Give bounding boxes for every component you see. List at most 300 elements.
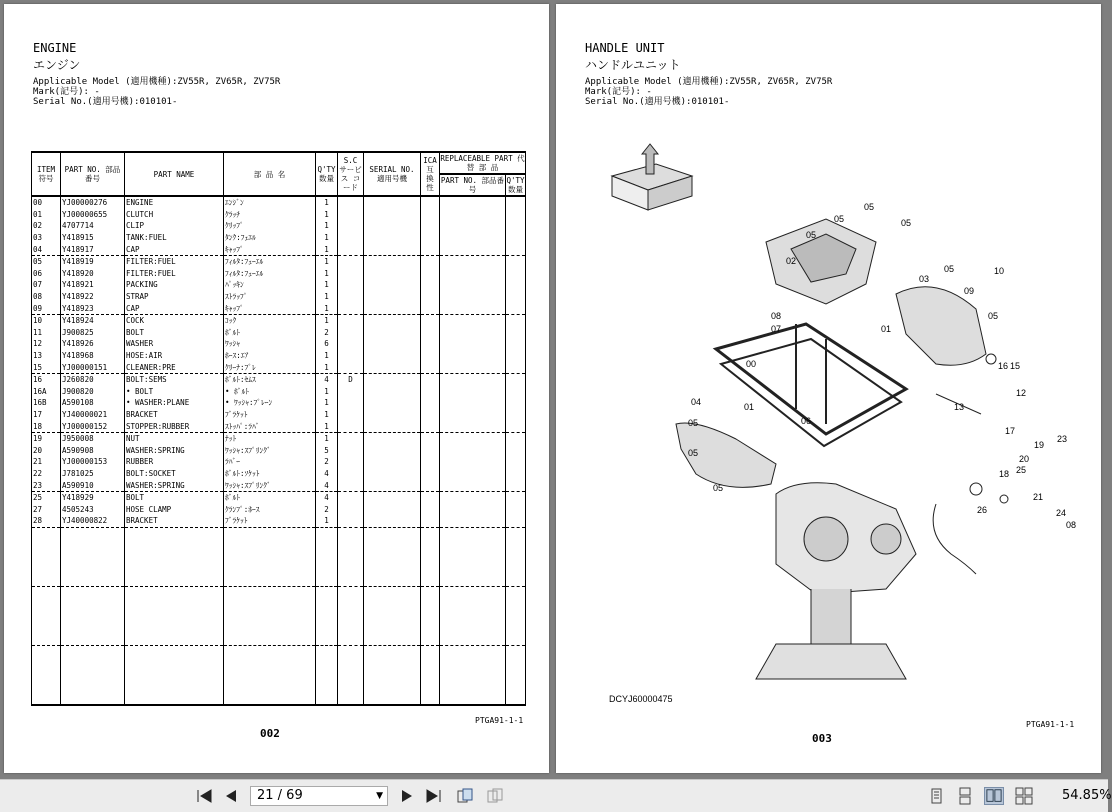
part-no-cell: 4505243 xyxy=(61,503,125,515)
table-row xyxy=(32,409,526,421)
qty-cell: 1 xyxy=(316,279,338,291)
serial-cell xyxy=(364,338,421,350)
rep-part-no-cell xyxy=(440,327,506,339)
page-selector[interactable] xyxy=(250,786,388,806)
rep-part-no-cell xyxy=(440,491,506,503)
callout-label: 00 xyxy=(746,359,757,369)
callout-label: 20 xyxy=(1019,454,1030,464)
empty-cell xyxy=(125,586,224,645)
item-cell: 07 xyxy=(32,279,61,291)
part-name-cell: BOLT xyxy=(125,491,224,503)
empty-cell xyxy=(440,586,506,645)
empty-cell xyxy=(364,645,421,705)
qty-cell: 1 xyxy=(316,268,338,280)
table-row xyxy=(32,243,526,255)
jp-name-cell: ｸﾘｯﾌﾟ xyxy=(224,220,316,232)
col-rep-qty: Q'TY 数量 xyxy=(506,176,525,194)
table-row xyxy=(32,468,526,480)
table-row xyxy=(32,515,526,527)
col-serial: SERIAL NO. 適用号機 xyxy=(364,152,421,196)
first-page-icon[interactable] xyxy=(195,788,213,804)
serial-cell xyxy=(364,291,421,303)
page-title-en: HANDLE UNIT xyxy=(585,41,665,55)
serial-cell xyxy=(364,232,421,244)
sc-cell: D xyxy=(338,373,364,385)
part-no-cell: J950008 xyxy=(61,432,125,444)
ica-cell xyxy=(421,268,440,280)
jp-name-cell: ﾎﾞﾙﾄ:ｿｹｯﾄ xyxy=(224,468,316,480)
callout-label: 01 xyxy=(744,402,755,412)
ica-cell xyxy=(421,220,440,232)
part-no-cell: Y418921 xyxy=(61,279,125,291)
left-page xyxy=(4,4,549,773)
jp-name-cell: ﾊﾟｯｷﾝ xyxy=(224,279,316,291)
table-row xyxy=(32,327,526,339)
part-no-cell: A590908 xyxy=(61,444,125,456)
rep-qty-cell xyxy=(506,338,526,350)
col-replaceable: REPLACEABLE PART 代 替 部 品 xyxy=(440,154,525,172)
ica-cell xyxy=(421,444,440,456)
empty-cell xyxy=(224,527,316,586)
serial-cell xyxy=(364,314,421,326)
jp-name-cell: ﾜｯｼｬ:ｽﾌﾟﾘﾝｸﾞ xyxy=(224,444,316,456)
rep-part-no-cell xyxy=(440,397,506,409)
meta-block xyxy=(585,77,832,107)
rep-qty-cell xyxy=(506,409,526,421)
part-name-cell: ENGINE xyxy=(125,196,224,209)
item-cell: 02 xyxy=(32,220,61,232)
engine-assembly-part xyxy=(756,483,916,679)
copy-icon[interactable] xyxy=(486,788,504,804)
ica-cell xyxy=(421,420,440,432)
empty-cell xyxy=(224,586,316,645)
qty-cell: 4 xyxy=(316,479,338,491)
table-row xyxy=(32,432,526,444)
item-cell: 13 xyxy=(32,350,61,362)
serial-cell xyxy=(364,503,421,515)
part-no-cell: Y418924 xyxy=(61,314,125,326)
table-row xyxy=(32,338,526,350)
callout-label: 16 xyxy=(998,361,1009,371)
table-row xyxy=(32,196,526,209)
viewer-toolbar xyxy=(0,779,1112,812)
qty-cell: 1 xyxy=(316,302,338,314)
ica-cell xyxy=(421,515,440,527)
rep-qty-cell xyxy=(506,444,526,456)
ica-cell xyxy=(421,468,440,480)
page-number: 003 xyxy=(812,732,832,745)
qty-cell: 1 xyxy=(316,196,338,209)
item-cell: 00 xyxy=(32,196,61,209)
callout-label: 05 xyxy=(806,230,817,240)
rotate-icon[interactable] xyxy=(456,788,474,804)
rep-qty-cell xyxy=(506,350,526,362)
qty-cell: 1 xyxy=(316,361,338,373)
washer-part xyxy=(986,354,996,364)
rep-qty-cell xyxy=(506,302,526,314)
table-row xyxy=(32,255,526,267)
item-cell: 20 xyxy=(32,444,61,456)
part-no-cell: YJ00000152 xyxy=(61,420,125,432)
qty-cell: 4 xyxy=(316,491,338,503)
sc-cell xyxy=(338,232,364,244)
rep-qty-cell xyxy=(506,279,526,291)
empty-cell xyxy=(224,645,316,705)
rep-part-no-cell xyxy=(440,232,506,244)
parts-table xyxy=(31,151,526,706)
last-page-icon[interactable] xyxy=(425,788,443,804)
callout-label: 26 xyxy=(977,505,988,515)
rep-part-no-cell xyxy=(440,220,506,232)
sc-cell xyxy=(338,386,364,398)
ica-cell xyxy=(421,255,440,267)
callout-label: 15 xyxy=(1010,361,1021,371)
page-title-jp: エンジン xyxy=(33,58,81,72)
empty-cell xyxy=(364,586,421,645)
callout-label: 06 xyxy=(801,416,812,426)
serial-cell xyxy=(364,279,421,291)
empty-cell xyxy=(61,527,125,586)
qty-cell: 1 xyxy=(316,515,338,527)
serial-cell xyxy=(364,220,421,232)
callout-label: 07 xyxy=(771,324,782,334)
jp-name-cell: ｽﾄﾗｯﾌﾟ xyxy=(224,291,316,303)
item-cell: 19 xyxy=(32,432,61,444)
part-no-cell: YJ00000655 xyxy=(61,209,125,221)
col-item: ITEM 符号 xyxy=(32,152,61,196)
rep-qty-cell xyxy=(506,503,526,515)
meta-serial: Serial No.(適用号機):010101- xyxy=(33,97,178,107)
empty-cell xyxy=(421,586,440,645)
jp-name-cell: ﾎﾞﾙﾄ xyxy=(224,491,316,503)
rep-part-no-cell xyxy=(440,350,506,362)
part-name-cell: WASHER:SPRING xyxy=(125,444,224,456)
serial-cell xyxy=(364,444,421,456)
rep-qty-cell xyxy=(506,196,526,209)
part-name-cell: TANK:FUEL xyxy=(125,232,224,244)
rep-qty-cell xyxy=(506,373,526,385)
part-no-cell: YJ00000276 xyxy=(61,196,125,209)
jp-name-cell: • ﾜｯｼｬ:ﾌﾟﾚｰﾝ xyxy=(224,397,316,409)
empty-cell xyxy=(61,586,125,645)
rep-qty-cell xyxy=(506,232,526,244)
part-no-cell: YJ00000151 xyxy=(61,361,125,373)
rep-qty-cell xyxy=(506,209,526,221)
col-jp-name: 部 品 名 xyxy=(224,152,316,196)
part-name-cell: STRAP xyxy=(125,291,224,303)
next-page-icon[interactable] xyxy=(398,788,416,804)
serial-cell xyxy=(364,515,421,527)
part-name-cell: • WASHER:PLANE xyxy=(125,397,224,409)
item-cell: 22 xyxy=(32,468,61,480)
rep-qty-cell xyxy=(506,420,526,432)
ica-cell xyxy=(421,409,440,421)
rep-qty-cell xyxy=(506,432,526,444)
page-title-jp: ハンドルユニット xyxy=(585,58,681,72)
rep-part-no-cell xyxy=(440,479,506,491)
ica-cell xyxy=(421,361,440,373)
serial-cell xyxy=(364,468,421,480)
empty-cell xyxy=(61,645,125,705)
empty-cell xyxy=(506,527,526,586)
part-name-cell: CAP xyxy=(125,243,224,255)
serial-cell xyxy=(364,350,421,362)
empty-cell xyxy=(316,527,338,586)
ica-cell xyxy=(421,314,440,326)
nut-part xyxy=(1000,495,1008,503)
item-cell: 15 xyxy=(32,361,61,373)
rep-part-no-cell xyxy=(440,338,506,350)
serial-cell xyxy=(364,255,421,267)
throttle-cable-part xyxy=(933,504,976,574)
ica-cell xyxy=(421,232,440,244)
serial-cell xyxy=(364,420,421,432)
rep-qty-cell xyxy=(506,327,526,339)
part-no-cell: J781025 xyxy=(61,468,125,480)
table-row xyxy=(32,479,526,491)
qty-cell: 2 xyxy=(316,503,338,515)
rep-part-no-cell xyxy=(440,468,506,480)
jp-name-cell: ﾜｯｼｬ:ｽﾌﾟﾘﾝｸﾞ xyxy=(224,479,316,491)
table-row xyxy=(32,373,526,385)
callout-label: 05 xyxy=(713,483,724,493)
callout-label: 05 xyxy=(901,218,912,228)
rep-part-no-cell xyxy=(440,432,506,444)
callout-label: 01 xyxy=(881,324,892,334)
item-cell: 12 xyxy=(32,338,61,350)
rep-part-no-cell xyxy=(440,373,506,385)
item-cell: 05 xyxy=(32,255,61,267)
qty-cell: 2 xyxy=(316,456,338,468)
part-name-cell: PACKING xyxy=(125,279,224,291)
bracket-part xyxy=(970,483,982,495)
empty-cell xyxy=(125,527,224,586)
part-name-cell: STOPPER:RUBBER xyxy=(125,420,224,432)
rep-part-no-cell xyxy=(440,314,506,326)
ica-cell xyxy=(421,302,440,314)
jp-name-cell: ﾌﾞﾗｹｯﾄ xyxy=(224,409,316,421)
callout-label: 19 xyxy=(1034,440,1045,450)
serial-cell xyxy=(364,209,421,221)
part-name-cell: WASHER xyxy=(125,338,224,350)
right-page xyxy=(556,4,1101,773)
sc-cell xyxy=(338,220,364,232)
jp-name-cell: ｸﾘｰﾅ:ﾌﾟﾚ xyxy=(224,361,316,373)
qty-cell: 1 xyxy=(316,255,338,267)
two-page-continuous-icon[interactable] xyxy=(1014,787,1034,805)
jp-name-cell: ﾎﾞﾙﾄ xyxy=(224,327,316,339)
rep-qty-cell xyxy=(506,361,526,373)
item-cell: 10 xyxy=(32,314,61,326)
previous-page-icon[interactable] xyxy=(222,788,240,804)
zoom-level[interactable]: 54.85% xyxy=(1062,788,1112,803)
rep-qty-cell xyxy=(506,479,526,491)
part-name-cell: BOLT xyxy=(125,327,224,339)
side-guard-right-part xyxy=(896,287,986,366)
rep-part-no-cell xyxy=(440,302,506,314)
sc-cell xyxy=(338,479,364,491)
sc-cell xyxy=(338,515,364,527)
part-no-cell: YJ40000021 xyxy=(61,409,125,421)
serial-cell xyxy=(364,397,421,409)
rep-qty-cell xyxy=(506,386,526,398)
rep-part-no-cell xyxy=(440,409,506,421)
col-ica: ICA 互 換 性 xyxy=(421,152,440,196)
table-row xyxy=(32,209,526,221)
rep-part-no-cell xyxy=(440,209,506,221)
serial-cell xyxy=(364,243,421,255)
part-name-cell: NUT xyxy=(125,432,224,444)
part-name-cell: CLEANER:PRE xyxy=(125,361,224,373)
item-cell: 28 xyxy=(32,515,61,527)
callout-label: 02 xyxy=(786,256,797,266)
item-cell: 16 xyxy=(32,373,61,385)
jp-name-cell: ﾎｰｽ:ｴｱ xyxy=(224,350,316,362)
ica-cell xyxy=(421,373,440,385)
empty-cell xyxy=(421,645,440,705)
empty-row xyxy=(32,586,526,645)
top-cover-part xyxy=(766,219,876,304)
part-no-cell: A590910 xyxy=(61,479,125,491)
qty-cell: 1 xyxy=(316,220,338,232)
table-row xyxy=(32,232,526,244)
empty-cell xyxy=(316,645,338,705)
empty-cell xyxy=(338,527,364,586)
serial-cell xyxy=(364,456,421,468)
jp-name-cell: ﾜｯｼｬ xyxy=(224,338,316,350)
two-page-view-icon[interactable] xyxy=(984,787,1004,805)
empty-cell xyxy=(440,527,506,586)
qty-cell: 6 xyxy=(316,338,338,350)
item-cell: 09 xyxy=(32,302,61,314)
callout-label: 08 xyxy=(771,311,782,321)
sc-cell xyxy=(338,361,364,373)
serial-cell xyxy=(364,479,421,491)
sc-cell xyxy=(338,397,364,409)
sc-cell xyxy=(338,196,364,209)
sc-cell xyxy=(338,350,364,362)
part-name-cell: CAP xyxy=(125,302,224,314)
ica-cell xyxy=(421,196,440,209)
jp-name-cell: ｷｬｯﾌﾟ xyxy=(224,243,316,255)
callout-label: 24 xyxy=(1056,508,1067,518)
meta-block xyxy=(33,77,280,107)
diagram-code: DCYJ60000475 xyxy=(609,694,673,704)
rep-part-no-cell xyxy=(440,386,506,398)
jp-name-cell: ﾗﾊﾞｰ xyxy=(224,456,316,468)
callout-label: 17 xyxy=(1005,426,1016,436)
empty-cell xyxy=(506,645,526,705)
empty-cell xyxy=(32,645,61,705)
serial-cell xyxy=(364,491,421,503)
qty-cell: 1 xyxy=(316,232,338,244)
item-cell: 18 xyxy=(32,420,61,432)
sc-cell xyxy=(338,255,364,267)
serial-cell xyxy=(364,268,421,280)
ica-cell xyxy=(421,491,440,503)
qty-cell: 4 xyxy=(316,373,338,385)
callout-label: 04 xyxy=(691,397,702,407)
rep-part-no-cell xyxy=(440,243,506,255)
serial-cell xyxy=(364,327,421,339)
sc-cell xyxy=(338,279,364,291)
part-no-cell: Y418926 xyxy=(61,338,125,350)
part-no-cell: YJ00000153 xyxy=(61,456,125,468)
rep-qty-cell xyxy=(506,268,526,280)
serial-cell xyxy=(364,361,421,373)
empty-cell xyxy=(32,527,61,586)
table-row xyxy=(32,386,526,398)
empty-cell xyxy=(338,586,364,645)
empty-row xyxy=(32,645,526,705)
callout-label: 05 xyxy=(834,214,845,224)
jp-name-cell: ｷｬｯﾌﾟ xyxy=(224,302,316,314)
part-no-cell: Y418929 xyxy=(61,491,125,503)
item-cell: 25 xyxy=(32,491,61,503)
rep-qty-cell xyxy=(506,220,526,232)
jp-name-cell: ﾌｨﾙﾀ:ﾌｪｰｴﾙ xyxy=(224,268,316,280)
callout-label: 21 xyxy=(1033,492,1044,502)
callout-label: 18 xyxy=(999,469,1010,479)
jp-name-cell: ｽﾄｯﾊﾟ:ﾗﾊﾞ xyxy=(224,420,316,432)
jp-name-cell: ﾎﾞﾙﾄ:ｾﾑｽ xyxy=(224,373,316,385)
rep-qty-cell xyxy=(506,468,526,480)
part-no-cell: 4707714 xyxy=(61,220,125,232)
qty-cell: 1 xyxy=(316,209,338,221)
rep-qty-cell xyxy=(506,491,526,503)
part-no-cell: J900825 xyxy=(61,327,125,339)
ica-cell xyxy=(421,350,440,362)
sc-cell xyxy=(338,409,364,421)
callout-label: 10 xyxy=(994,266,1005,276)
qty-cell: 1 xyxy=(316,397,338,409)
item-cell: 23 xyxy=(32,479,61,491)
qty-cell: 1 xyxy=(316,350,338,362)
part-no-cell: Y418922 xyxy=(61,291,125,303)
table-row xyxy=(32,220,526,232)
rep-part-no-cell xyxy=(440,456,506,468)
continuous-view-icon[interactable] xyxy=(955,787,975,805)
callout-label: 12 xyxy=(1016,388,1027,398)
callout-label: 05 xyxy=(864,202,875,212)
table-row xyxy=(32,397,526,409)
part-no-cell: Y418923 xyxy=(61,302,125,314)
item-cell: 03 xyxy=(32,232,61,244)
single-page-view-icon[interactable] xyxy=(926,787,946,805)
callout-label: 08 xyxy=(1066,520,1077,530)
ica-cell xyxy=(421,279,440,291)
meta-model: Applicable Model (適用機種):ZV55R, ZV65R, ZV75R xyxy=(33,77,281,87)
rep-part-no-cell xyxy=(440,291,506,303)
qty-cell: 2 xyxy=(316,327,338,339)
sc-cell xyxy=(338,432,364,444)
item-cell: 16A xyxy=(32,386,61,398)
col-part-name: PART NAME xyxy=(125,152,224,196)
ica-cell xyxy=(421,291,440,303)
rep-qty-cell xyxy=(506,314,526,326)
jp-name-cell: ﾀﾝｸ:ﾌｪｴﾙ xyxy=(224,232,316,244)
qty-cell: 4 xyxy=(316,468,338,480)
part-name-cell: COCK xyxy=(125,314,224,326)
col-part-no: PART NO. 部品番号 xyxy=(61,152,125,196)
ica-cell xyxy=(421,209,440,221)
sc-cell xyxy=(338,291,364,303)
sc-cell xyxy=(338,314,364,326)
item-cell: 27 xyxy=(32,503,61,515)
part-name-cell: BRACKET xyxy=(125,409,224,421)
table-row xyxy=(32,279,526,291)
callout-label: 09 xyxy=(964,286,975,296)
